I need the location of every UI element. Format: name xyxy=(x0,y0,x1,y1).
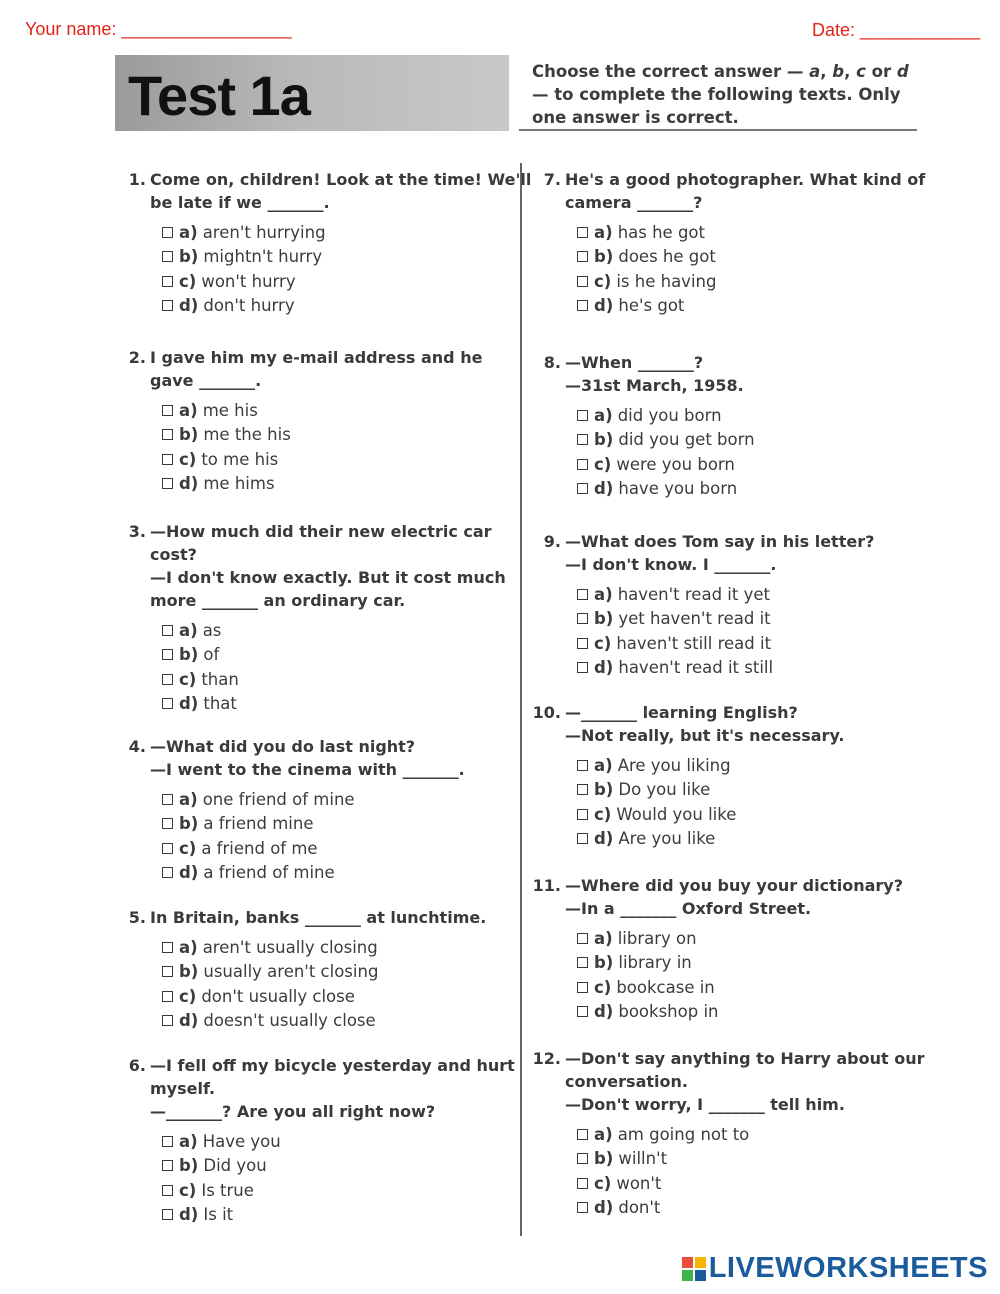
question-line: —I don't know. I _______. xyxy=(565,555,777,574)
question-12 xyxy=(532,1047,925,1220)
question-6 xyxy=(128,1054,515,1227)
question-8 xyxy=(543,351,755,501)
question-line: be late if we _______. xyxy=(150,193,330,212)
question-2 xyxy=(128,346,483,496)
question-text xyxy=(128,906,487,929)
question-text xyxy=(532,874,903,920)
checkbox[interactable] xyxy=(162,1015,173,1026)
option-text: me the his xyxy=(203,425,291,445)
option-text: bookcase in xyxy=(616,977,715,997)
answer-option[interactable] xyxy=(162,836,465,861)
option-letter: d) xyxy=(179,296,199,316)
option-letter: d) xyxy=(179,1205,199,1225)
question-line: —I fell off my bicycle yesterday and hurt xyxy=(150,1056,515,1075)
option-text: Do you like xyxy=(618,780,711,800)
answer-options xyxy=(577,220,925,318)
option-letter: c) xyxy=(594,271,612,291)
answer-option[interactable] xyxy=(577,1000,903,1025)
logo-square xyxy=(695,1257,706,1268)
question-text xyxy=(543,351,755,397)
date-field[interactable]: Date: ____________ xyxy=(812,20,981,40)
checkbox[interactable] xyxy=(577,760,588,771)
option-letter: b) xyxy=(594,430,614,450)
checkbox[interactable] xyxy=(577,459,588,470)
option-letter: b) xyxy=(594,609,614,629)
option-letter: b) xyxy=(594,1149,614,1169)
option-letter: d) xyxy=(594,479,614,499)
answer-option[interactable] xyxy=(577,607,874,632)
answer-option[interactable] xyxy=(162,1154,515,1179)
question-line: —What did you do last night? xyxy=(150,737,416,756)
checkbox[interactable] xyxy=(577,662,588,673)
option-letter: d) xyxy=(594,658,614,678)
option-text: aren't usually closing xyxy=(202,937,378,957)
option-text: he's got xyxy=(618,296,685,316)
option-text: Did you xyxy=(203,1156,267,1176)
checkbox[interactable] xyxy=(577,410,588,421)
option-letter: a) xyxy=(594,755,613,775)
option-text: Are you liking xyxy=(617,755,731,775)
option-text: willn't xyxy=(618,1149,668,1169)
checkbox[interactable] xyxy=(577,1178,588,1189)
answer-options xyxy=(162,618,506,716)
checkbox[interactable] xyxy=(162,1136,173,1147)
option-letter: c) xyxy=(594,633,612,653)
checkbox[interactable] xyxy=(162,966,173,977)
option-text: am going not to xyxy=(617,1124,750,1144)
option-letter: a) xyxy=(594,405,613,425)
answer-option[interactable] xyxy=(577,753,844,778)
option-letter: d) xyxy=(179,474,199,494)
answer-options xyxy=(577,403,755,501)
question-number: 7. xyxy=(543,170,561,189)
option-text: don't xyxy=(618,1198,661,1218)
answer-options xyxy=(162,398,482,496)
option-text: one friend of mine xyxy=(202,789,355,809)
option-letter: c) xyxy=(179,1180,197,1200)
option-text: aren't hurrying xyxy=(202,222,326,242)
answer-options xyxy=(577,753,844,851)
question-number: 8. xyxy=(543,353,561,372)
question-line: Come on, children! Look at the time! We'll xyxy=(150,170,532,189)
checkbox[interactable] xyxy=(162,454,173,465)
option-letter: c) xyxy=(179,986,197,1006)
question-line: myself. xyxy=(150,1079,216,1098)
answer-option[interactable] xyxy=(577,269,925,294)
option-text: haven't read it yet xyxy=(617,584,770,604)
option-letter: b) xyxy=(179,1156,199,1176)
answer-option[interactable] xyxy=(577,1171,924,1196)
checkbox[interactable] xyxy=(162,649,173,660)
option-text: of xyxy=(203,645,220,665)
option-letter: b) xyxy=(179,962,199,982)
checkbox[interactable] xyxy=(162,429,173,440)
answer-option[interactable] xyxy=(577,1147,924,1172)
question-line: —Don't say anything to Harry about our xyxy=(565,1049,925,1068)
question-number: 1. xyxy=(128,170,146,189)
option-text: Would you like xyxy=(616,804,737,824)
option-text: haven't still read it xyxy=(616,633,772,653)
option-letter: a) xyxy=(179,400,198,420)
checkbox[interactable] xyxy=(162,674,173,685)
option-text: mightn't hurry xyxy=(203,247,323,267)
question-line: In Britain, banks _______ at lunchtime. xyxy=(150,908,487,927)
checkbox[interactable] xyxy=(162,251,173,262)
option-letter: b) xyxy=(594,247,614,267)
answer-option[interactable] xyxy=(162,423,482,448)
question-number: 5. xyxy=(128,908,146,927)
option-letter: b) xyxy=(179,247,199,267)
answer-option[interactable] xyxy=(162,1178,515,1203)
checkbox[interactable] xyxy=(162,625,173,636)
option-text: me his xyxy=(202,400,258,420)
column-divider xyxy=(520,163,522,1236)
answer-option[interactable] xyxy=(162,935,486,960)
checkbox[interactable] xyxy=(162,991,173,1002)
answer-option[interactable] xyxy=(577,802,844,827)
question-9 xyxy=(543,530,875,680)
checkbox[interactable] xyxy=(577,300,588,311)
checkbox[interactable] xyxy=(577,784,588,795)
answer-option[interactable] xyxy=(162,398,482,423)
checkbox[interactable] xyxy=(162,227,173,238)
question-number: 6. xyxy=(128,1056,146,1075)
checkbox[interactable] xyxy=(577,933,588,944)
answer-option[interactable] xyxy=(162,667,506,692)
checkbox[interactable] xyxy=(577,1202,588,1213)
question-text xyxy=(128,346,483,392)
checkbox[interactable] xyxy=(577,613,588,624)
option-text: a friend of me xyxy=(201,838,318,858)
question-line: camera _______? xyxy=(565,193,703,212)
checkbox[interactable] xyxy=(577,434,588,445)
option-letter: d) xyxy=(594,296,614,316)
option-text: did you born xyxy=(617,405,722,425)
answer-options xyxy=(162,935,486,1033)
answer-option[interactable] xyxy=(577,1122,924,1147)
checkbox[interactable] xyxy=(162,405,173,416)
answer-option[interactable] xyxy=(162,294,531,319)
question-line: —What does Tom say in his letter? xyxy=(565,532,875,551)
question-line: —How much did their new electric car xyxy=(150,522,492,541)
answer-option[interactable] xyxy=(162,1203,515,1228)
option-letter: c) xyxy=(594,1173,612,1193)
answer-option[interactable] xyxy=(577,428,755,453)
option-text: Is true xyxy=(201,1180,254,1200)
question-11 xyxy=(532,874,903,1024)
checkbox[interactable] xyxy=(162,300,173,311)
checkbox[interactable] xyxy=(577,982,588,993)
answer-option[interactable] xyxy=(577,827,844,852)
option-text: is he having xyxy=(616,271,717,291)
checkbox[interactable] xyxy=(577,1006,588,1017)
option-letter: c) xyxy=(594,804,612,824)
option-text: won't hurry xyxy=(201,271,296,291)
option-letter: c) xyxy=(179,449,197,469)
option-text: have you born xyxy=(618,479,738,499)
answer-option[interactable] xyxy=(162,447,482,472)
question-10 xyxy=(532,701,845,851)
option-text: Have you xyxy=(202,1131,281,1151)
option-text: bookshop in xyxy=(618,1002,719,1022)
option-letter: d) xyxy=(179,694,199,714)
answer-options xyxy=(162,1129,515,1227)
option-text: to me his xyxy=(201,449,279,469)
answer-option[interactable] xyxy=(162,472,482,497)
checkbox[interactable] xyxy=(577,483,588,494)
option-text: usually aren't closing xyxy=(203,962,379,982)
option-letter: c) xyxy=(594,977,612,997)
checkbox[interactable] xyxy=(162,843,173,854)
question-number: 4. xyxy=(128,737,146,756)
answer-option[interactable] xyxy=(162,960,486,985)
question-line: —_______? Are you all right now? xyxy=(150,1102,436,1121)
option-text: haven't read it still xyxy=(618,658,774,678)
option-letter: b) xyxy=(594,780,614,800)
option-letter: d) xyxy=(594,829,614,849)
question-line: —_______ learning English? xyxy=(565,703,798,722)
question-line: —I went to the cinema with _______. xyxy=(150,760,465,779)
option-text: that xyxy=(203,694,237,714)
answer-option[interactable] xyxy=(577,1196,924,1221)
checkbox[interactable] xyxy=(577,227,588,238)
answer-options xyxy=(577,582,874,680)
checkbox[interactable] xyxy=(577,1153,588,1164)
question-line: He's a good photographer. What kind of xyxy=(565,170,926,189)
option-text: a friend of mine xyxy=(203,863,335,883)
checkbox[interactable] xyxy=(162,276,173,287)
answer-option[interactable] xyxy=(577,582,874,607)
answer-option[interactable] xyxy=(162,787,465,812)
question-line: cost? xyxy=(150,545,197,564)
logo-square xyxy=(682,1270,693,1281)
answer-option[interactable] xyxy=(577,452,755,477)
option-letter: b) xyxy=(179,425,199,445)
option-letter: c) xyxy=(594,454,612,474)
option-letter: d) xyxy=(179,1011,199,1031)
answer-option[interactable] xyxy=(577,245,925,270)
answer-option[interactable] xyxy=(577,631,874,656)
answer-option[interactable] xyxy=(577,778,844,803)
option-letter: a) xyxy=(179,1131,198,1151)
option-text: doesn't usually close xyxy=(203,1011,376,1031)
answer-option[interactable] xyxy=(577,951,903,976)
your-name-field[interactable]: Your name: _________________ xyxy=(25,19,292,39)
option-text: don't hurry xyxy=(203,296,295,316)
option-text: as xyxy=(202,620,222,640)
question-line: I gave him my e-mail address and he xyxy=(150,348,483,367)
option-letter: a) xyxy=(594,222,613,242)
option-letter: c) xyxy=(179,271,197,291)
question-text xyxy=(532,1047,925,1116)
option-text: Is it xyxy=(203,1205,234,1225)
question-text xyxy=(128,168,532,214)
option-letter: c) xyxy=(179,669,197,689)
option-letter: c) xyxy=(179,838,197,858)
checkbox[interactable] xyxy=(162,942,173,953)
option-text: than xyxy=(201,669,239,689)
question-line: —In a _______ Oxford Street. xyxy=(565,899,812,918)
answer-option[interactable] xyxy=(162,812,465,837)
answer-option[interactable] xyxy=(162,643,506,668)
answer-option[interactable] xyxy=(577,294,925,319)
checkbox[interactable] xyxy=(577,1129,588,1140)
checkbox[interactable] xyxy=(162,478,173,489)
checkbox[interactable] xyxy=(162,818,173,829)
checkbox[interactable] xyxy=(577,251,588,262)
answer-option[interactable] xyxy=(162,220,531,245)
question-text xyxy=(543,168,926,214)
question-5 xyxy=(128,906,487,1033)
checkbox[interactable] xyxy=(162,794,173,805)
question-text xyxy=(128,735,465,781)
question-line: conversation. xyxy=(565,1072,688,1091)
question-text xyxy=(532,701,845,747)
answer-options xyxy=(162,220,531,318)
logo-grid-icon xyxy=(682,1257,706,1281)
checkbox[interactable] xyxy=(577,638,588,649)
option-text: yet haven't read it xyxy=(618,609,771,629)
checkbox[interactable] xyxy=(577,276,588,287)
option-text: a friend mine xyxy=(203,814,314,834)
answer-option[interactable] xyxy=(577,477,755,502)
question-4 xyxy=(128,735,465,885)
checkbox[interactable] xyxy=(162,867,173,878)
option-letter: a) xyxy=(594,928,613,948)
option-letter: b) xyxy=(179,645,199,665)
question-number: 2. xyxy=(128,348,146,367)
answer-option[interactable] xyxy=(162,245,531,270)
option-text: did you get born xyxy=(618,430,755,450)
question-3 xyxy=(128,520,506,716)
answer-option[interactable] xyxy=(577,220,925,245)
question-number: 11. xyxy=(532,876,561,895)
checkbox[interactable] xyxy=(577,809,588,820)
option-text: has he got xyxy=(617,222,705,242)
logo-text: LIVEWORKSHEETS xyxy=(708,1252,988,1284)
question-line: —Don't worry, I _______ tell him. xyxy=(565,1095,845,1114)
question-line: —Not really, but it's necessary. xyxy=(565,726,845,745)
question-text xyxy=(128,520,506,612)
option-text: library on xyxy=(617,928,697,948)
option-letter: a) xyxy=(179,937,198,957)
checkbox[interactable] xyxy=(577,957,588,968)
option-letter: a) xyxy=(594,584,613,604)
logo-square xyxy=(695,1270,706,1281)
checkbox[interactable] xyxy=(162,1160,173,1171)
option-letter: d) xyxy=(594,1002,614,1022)
question-line: more _______ an ordinary car. xyxy=(150,591,406,610)
question-number: 10. xyxy=(532,703,561,722)
checkbox[interactable] xyxy=(577,589,588,600)
option-letter: d) xyxy=(594,1198,614,1218)
answer-option[interactable] xyxy=(162,1009,486,1034)
option-letter: a) xyxy=(179,789,198,809)
option-letter: b) xyxy=(179,814,199,834)
page-title: Test 1a xyxy=(128,64,310,127)
option-letter: a) xyxy=(179,620,198,640)
option-letter: d) xyxy=(179,863,199,883)
answer-option[interactable] xyxy=(577,975,903,1000)
question-text xyxy=(128,1054,515,1123)
question-line: —31st March, 1958. xyxy=(565,376,744,395)
checkbox[interactable] xyxy=(162,698,173,709)
option-letter: a) xyxy=(594,1124,613,1144)
checkbox[interactable] xyxy=(162,1185,173,1196)
answer-option[interactable] xyxy=(577,403,755,428)
option-text: were you born xyxy=(616,454,735,474)
question-1 xyxy=(128,168,532,318)
option-text: does he got xyxy=(618,247,716,267)
answer-option[interactable] xyxy=(162,1129,515,1154)
question-line: gave _______. xyxy=(150,371,262,390)
instructions: Choose the correct answer — a, b, c or d — to complete the following texts. Only one answer is correct. xyxy=(532,62,909,127)
answer-options xyxy=(162,787,465,885)
option-text: won't xyxy=(616,1173,662,1193)
question-number: 12. xyxy=(532,1049,561,1068)
option-letter: a) xyxy=(179,222,198,242)
question-number: 3. xyxy=(128,522,146,541)
question-line: —I don't know exactly. But it cost much xyxy=(150,568,506,587)
answer-options xyxy=(577,926,903,1024)
answer-option[interactable] xyxy=(162,269,531,294)
answer-option[interactable] xyxy=(577,926,903,951)
question-line: —When _______? xyxy=(565,353,704,372)
question-text xyxy=(543,530,875,576)
answer-options xyxy=(577,1122,924,1220)
option-text: don't usually close xyxy=(201,986,355,1006)
option-text: Are you like xyxy=(618,829,716,849)
checkbox[interactable] xyxy=(577,833,588,844)
checkbox[interactable] xyxy=(162,1209,173,1220)
answer-option[interactable] xyxy=(577,656,874,681)
instructions-underline xyxy=(519,129,917,131)
option-text: library in xyxy=(618,953,692,973)
question-number: 9. xyxy=(543,532,561,551)
answer-option[interactable] xyxy=(162,692,506,717)
option-text: me hims xyxy=(203,474,275,494)
question-7 xyxy=(543,168,926,318)
liveworksheets-logo xyxy=(682,1252,988,1285)
answer-option[interactable] xyxy=(162,618,506,643)
logo-square xyxy=(682,1257,693,1268)
question-line: —Where did you buy your dictionary? xyxy=(565,876,903,895)
option-letter: b) xyxy=(594,953,614,973)
answer-option[interactable] xyxy=(162,861,465,886)
answer-option[interactable] xyxy=(162,984,486,1009)
